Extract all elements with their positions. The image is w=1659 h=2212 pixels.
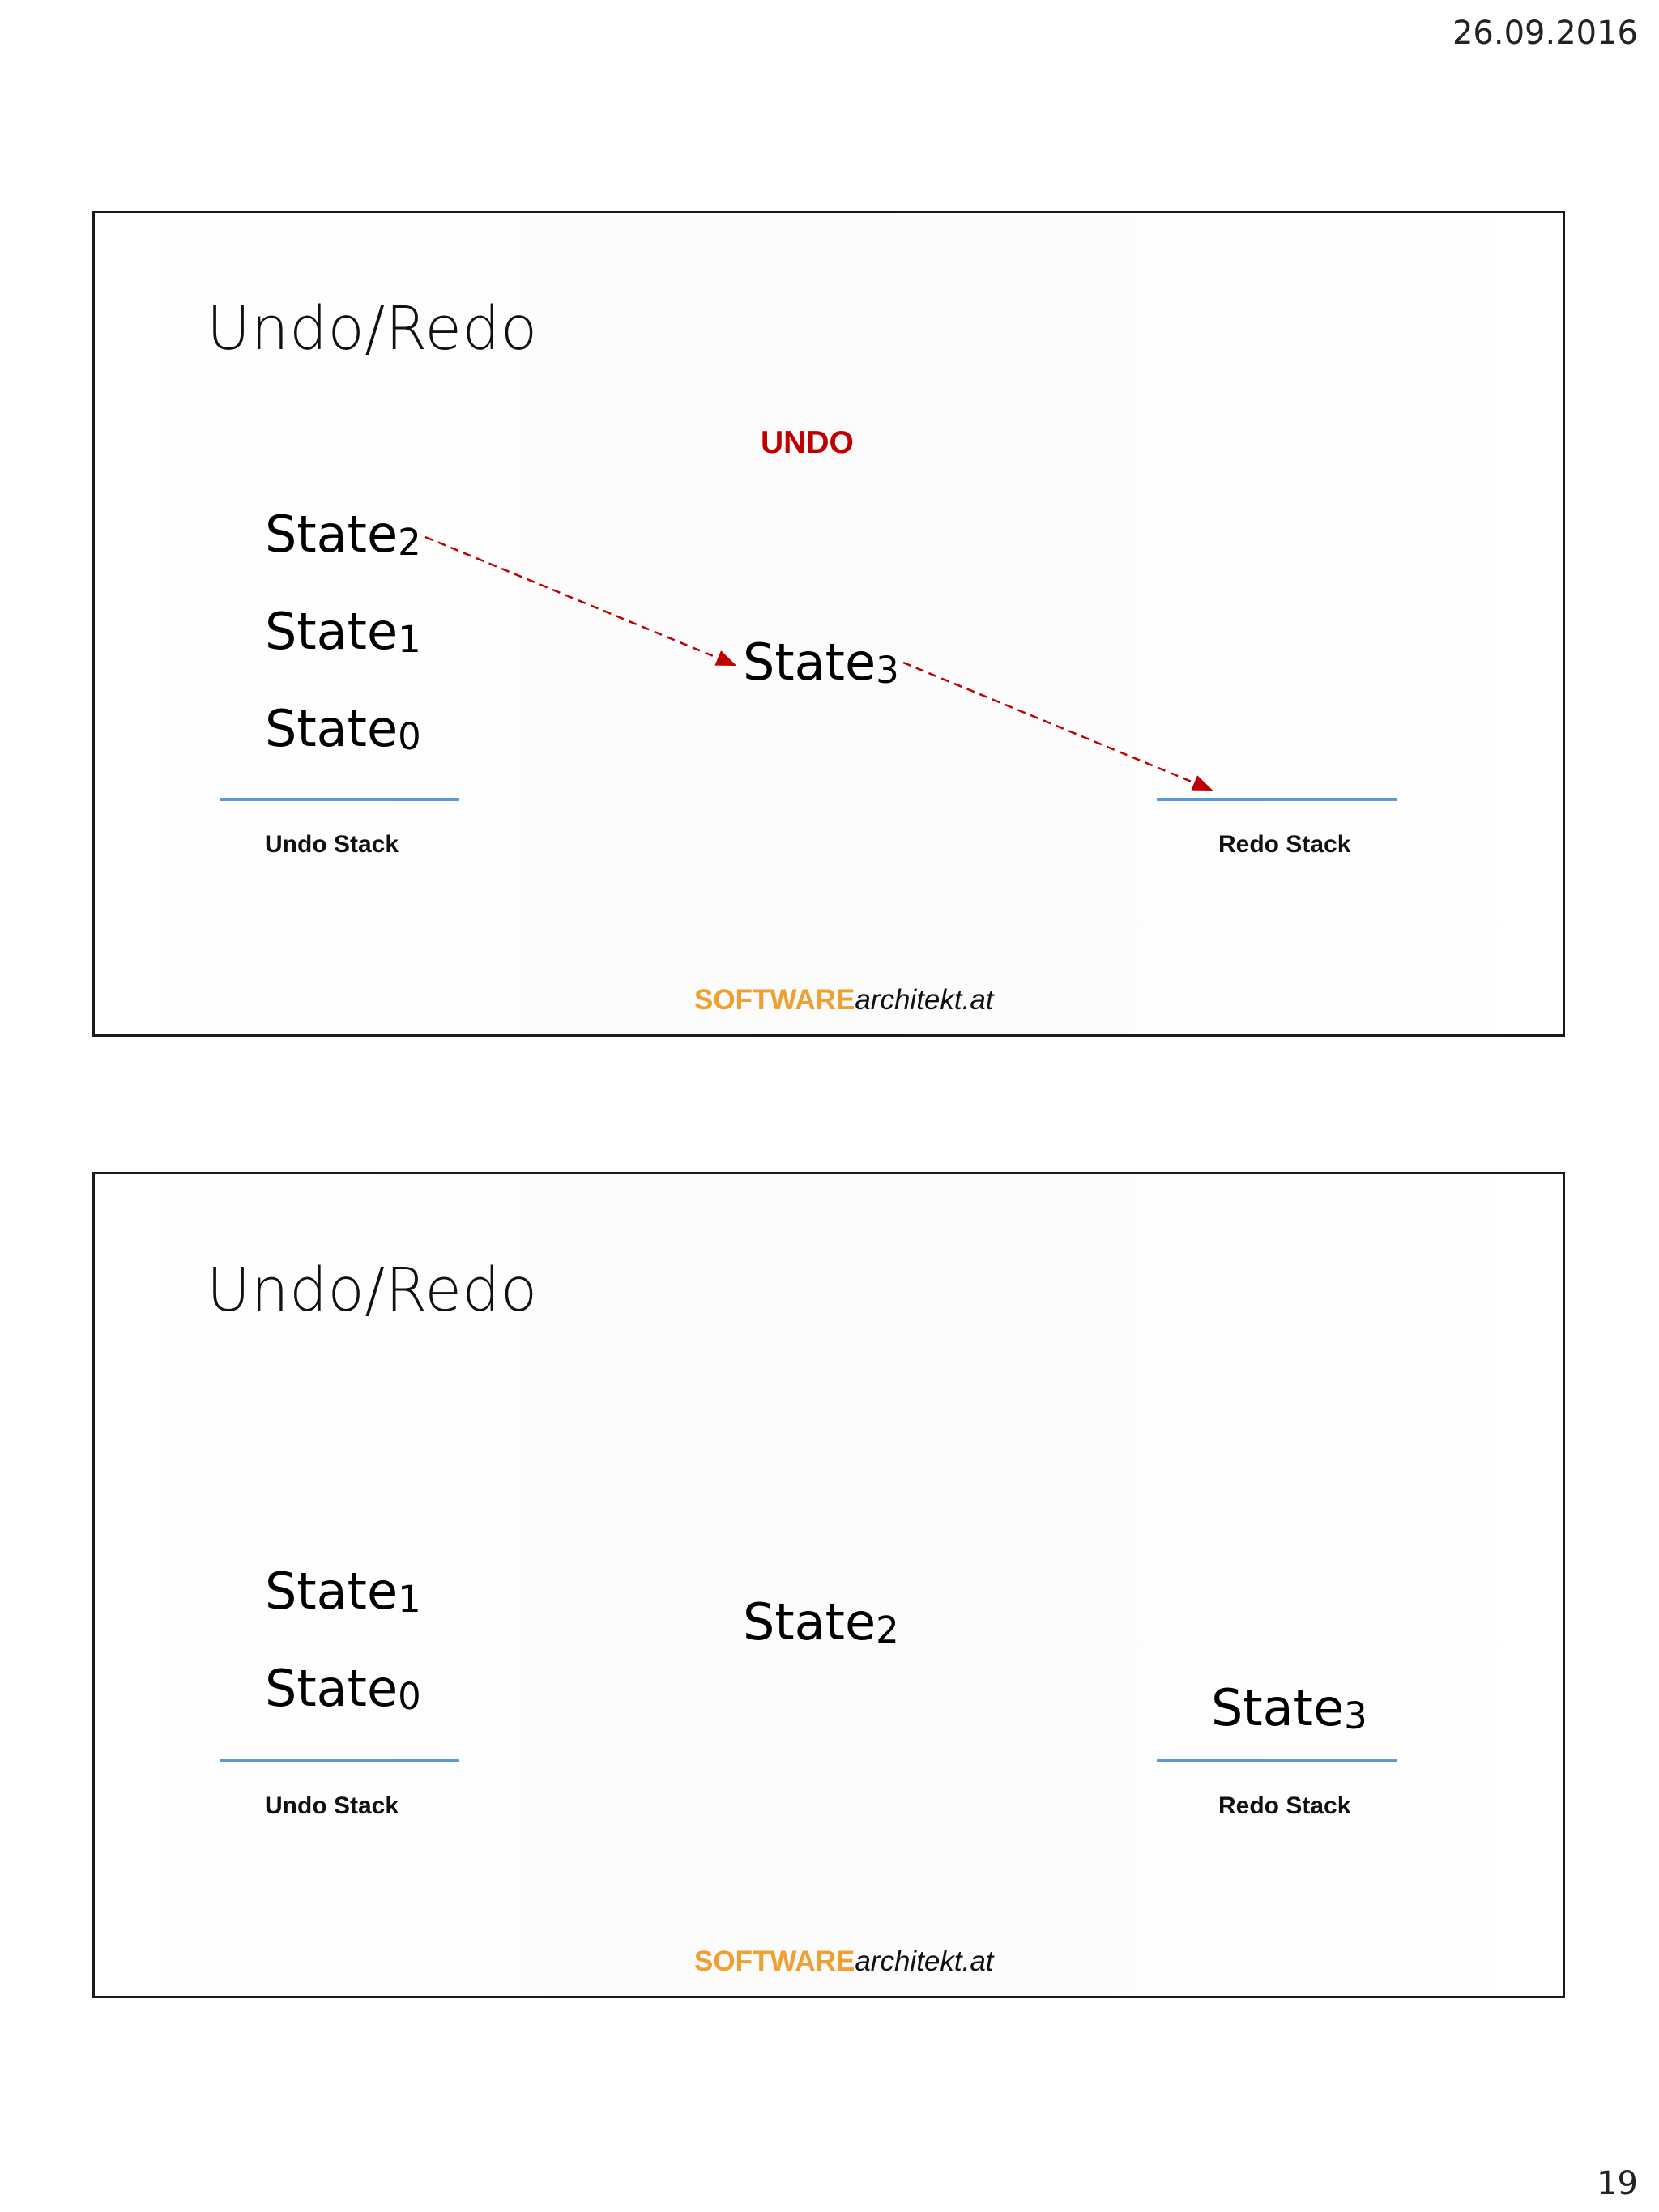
slide-logo: SOFTWAREarchitekt.at	[694, 1946, 994, 1977]
undo-stack-label: Undo Stack	[265, 1792, 399, 1819]
redo-stack-base-line	[1157, 1759, 1397, 1762]
redo-push-arrow	[903, 663, 1211, 790]
slide-1	[92, 211, 1565, 1037]
current-state: State$_2$	[743, 1592, 899, 1652]
undo-stack-item: State$_1$	[265, 1562, 421, 1621]
slide-logo: SOFTWAREarchitekt.at	[694, 984, 994, 1016]
redo-stack-label: Redo Stack	[1218, 831, 1351, 858]
undo-stack-base-line	[220, 1759, 459, 1762]
redo-stack-label: Redo Stack	[1218, 1792, 1351, 1819]
transition-arrows	[95, 213, 1567, 1039]
current-state: State$_3$	[743, 633, 899, 692]
handout-date: 26.09.2016	[1452, 15, 1638, 52]
slide-title: Undo/Redo	[207, 294, 538, 364]
page-number: 19	[1597, 2165, 1638, 2202]
redo-stack-item: State$_3$	[1211, 1678, 1367, 1737]
undo-stack-item: State$_2$	[265, 505, 421, 564]
slide-title: Undo/Redo	[207, 1255, 538, 1325]
undo-stack-label: Undo Stack	[265, 831, 399, 858]
slide-2	[92, 1172, 1565, 1998]
undo-action-label: UNDO	[761, 425, 854, 460]
undo-stack-item: State$_0$	[265, 699, 421, 758]
undo-pop-arrow	[425, 537, 735, 665]
undo-stack-item: State$_1$	[265, 602, 421, 661]
undo-stack-item: State$_0$	[265, 1659, 421, 1718]
